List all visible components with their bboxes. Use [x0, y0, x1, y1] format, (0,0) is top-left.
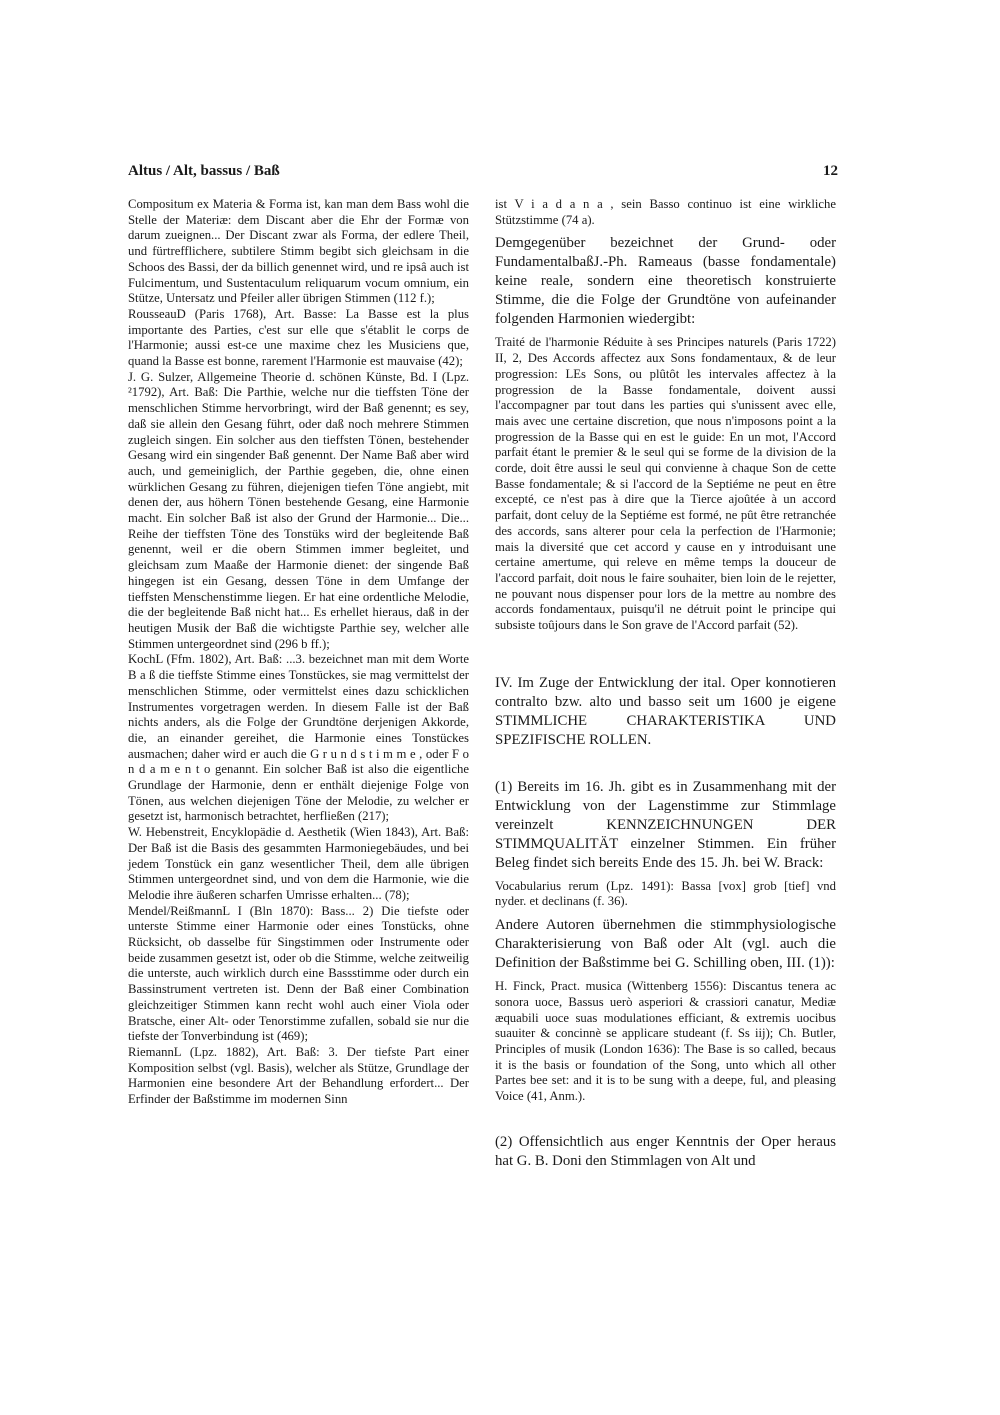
subsection-2: (2) Offensichtlich aus enger Kenntnis der Oper heraus hat G. B. Doni den Stimmlagen von Alt und	[495, 1133, 836, 1169]
hebenstreit-quote: W. Hebenstreit, Encyklopädie d. Aesthetik (Wien 1843), Art. Baß: Der Baß ist die Basis des gesammten Harmoniegebäudes, und bei jedem Tonstück ein ganz wesentlicher Theil, dem alle übrigen Stimmen untergeordnet sind, und von dem die Harmonie, wie die Melodie ihre äußeren scharfen Umrisse erhalten... (78);	[128, 825, 469, 902]
praetorius-quote: Compositum ex Materia & Forma ist, kan man dem Bass wohl die Stelle der Materiæ: dem Discant aber die Ehr der Formæ von darum zueignen... Der Discant zwar als Forma, der edlere Theil, und fürtrefflichere, subtilere Stimm begibt sich gleichsam in die Schoos des Bassi, der da billich genennet wird, und re ipsâ auch ist Fulcimentum, und Sustentaculum reliquarum vocum omnium, ein Stütze, Untersatz und Pfeiler aller übrigen Stimmen (112 f.);	[128, 197, 469, 306]
viadana-continuation: ist V i a d a n a , sein Basso continuo ist eine wirkliche Stützstimme (74 a).	[495, 197, 836, 227]
rameau-intro: Demgegenüber bezeichnet der Grund- oder FundamentalbaßJ.-Ph. Rameaus (basse fondamentale) keine reale, sondern eine theoretisch konstruierte Stimme, die die Folge der Grundtöne von aufeinander folgenden Harmonien wiedergibt:	[495, 235, 836, 328]
rousseau-quote: RousseauD (Paris 1768), Art. Basse: La Basse est la plus importante des Parties, c'est sur elle que s'établit le corps de l'Harmonie; aussi est-ce une maxime chez les Musiciens que, quand la Basse est bonne, rarement l'Harmonie est mauvaise (42);	[128, 306, 469, 369]
andere-autoren-paragraph: Andere Autoren übernehmen die stimmphysiologische Charakterisierung von Baß oder Alt (vgl. auch die Definition der Baßstimme bei G. Schilling oben, III. (1)):	[495, 917, 836, 972]
subsection-1: (1) Bereits im 16. Jh. gibt es in Zusammenhang mit der Entwicklung von der Lagenstimme zur Stimmlage vereinzelt KENNZEICHNUNGEN DER STIMMQUALITÄT einzelner Stimmen. Ein früher Beleg findet sich bereits Ende des 15. Jh. bei W. Brack:	[495, 778, 836, 871]
rameau-quote: Traité de l'harmonie Réduite à ses Principes naturels (Paris 1722) II, 2, Des Accords affectez aux Sons fondamentaux, & de leur progression: LEs Sons, ou plûtôt les intervales affectez à la progression de la Basse fondamentale, doivent aussi l'accompagner par tout dans les parties qui s'unissent avec elle, mais avec une certaine discretion, que nous n'imposons point a la progression de la Basse qui en est le guide: En un mot, l'Accord parfait étant le premier & le seul qui se forme de la division de la corde, doit être aussi le seul qui convienne à chaque Son de cette Basse fondamentale; & si l'accord de la Septiéme ne peut en être excepté, ce n'est pas à dire que la Tierce ajoûtée à un accord parfait, dont celuy de la Septiéme est formé, ne pût être retranchée des accords, sans alterer pour cela la perfection de l'Harmonie; mais la diversité que cet accord y cause en y introduisant une certaine amertume, qui releve en même temps la douceur de l'accord parfait, doit nous le faire souhaiter, bien loin de le rejetter, ne pouvant nous dispenser pour lors de la mettre au nombre des accords fondamentaux, puisqu'il ne détruit point le principe qui subsiste toûjours dans le Son grave de l'Accord parfait (52).	[495, 335, 836, 633]
brack-quote: Vocabularius rerum (Lpz. 1491): Bassa [vox] grob [tief] vnd nyder. et declinans (f. 36).	[495, 878, 836, 909]
right-column	[495, 197, 836, 1171]
running-title: Altus / Alt, bassus / Baß	[128, 163, 280, 179]
left-column	[128, 197, 469, 1108]
mendel-quote: Mendel/ReißmannL I (Bln 1870): Bass... 2) Die tiefste oder unterste Stimme einer Harmonie oder eines Tonstücks, ohne Rücksicht, ob dasselbe für Singstimmen oder Instrumente oder beide zusammen gesetzt ist, oder ob die Stimme, welche zeitweilig die unterste, auch wirklich durch eine Bassstimme oder durch ein Bassinstrument vertreten ist. Denn der Baß einer Combination gleichzeitiger Stimmen kann recht wohl auch einer Viola oder Bratsche, einer Alt- oder Tenorstimme zufallen, sobald sie nur die tiefste der Tonverbindung ist (469);	[128, 903, 469, 1044]
section-iv: IV. Im Zuge der Entwicklung der ital. Oper konnotieren contralto bzw. alto und basso seit um 1600 je eigene STIMMLICHE CHARAKTERISTIKA UND SPEZIFISCHE ROLLEN.	[495, 674, 836, 748]
koch-quote: KochL (Ffm. 1802), Art. Baß: ...3. bezeichnet man mit dem Worte B a ß die tieffste Stimme eines Tonstückes, sie mag vermittelst der menschlichen Stimme, oder vermittelst eines dazu schicklichen Instrumentes vorgetragen werden. In diesem Falle ist der Baß nichts anders, als die Folge der Grundtöne derjenigen Akkorde, die, an einander gereihet, die Harmonie eines Tonstückes ausmachen; daher wird er auch die G r u n d s t i m m e , oder F o n d a m e n t o genannt. Ein solcher Baß ist also die eigentliche Grundlage der Harmonie, denn er enthält diejenige Folge von Tönen, aus welchen diejenigen Töne der Melodie, zu welcher er gesetzt ist, harmonisch betrachtet, herfließen (217);	[128, 652, 469, 824]
page-number: 12	[823, 163, 838, 179]
page-header	[128, 163, 838, 187]
riemann-quote: RiemannL (Lpz. 1882), Art. Baß: 3. Der tiefste Part einer Komposition selbst (vgl. Basis), welcher als Stütze, Grundlage der Harmonien eine besondere Art der Behandlung erfordert... Der Erfinder der Baßstimme im modernen Sinn	[128, 1044, 469, 1107]
finck-butler-quote: H. Finck, Pract. musica (Wittenberg 1556): Discantus tenera ac sonora uoce, Bassus uerò asperiori & crassiori canatur, Mediæ æquabili uoce suas modulationes efficiant, & extremis uocibus suauiter & concinnè se applicare studeant (f. Ss iij); Ch. Butler, Principles of musik (London 1636): The Base is so called, becaus it is the basis or foundation of the Song, unto which all other Partes bee set: and it is to be sung with a deepe, ful, and pleasing Voice (41, Anm.).	[495, 979, 836, 1104]
sulzer-quote: J. G. Sulzer, Allgemeine Theorie d. schönen Künste, Bd. I (Lpz. ²1792), Art. Baß: Die Parthie, welche nur die tieffsten Töne der menschlichen Stimme hervorbringt, wird der Baß genennt; es sey, daß sie allein den Gesang führt, oder daß noch mehrere Stimmen zugleich singen. Ein solcher aus den tieffsten Tönen, bestehender Gesang wird ein singender Baß genennt. Der Name Baß aber wird auch, und gemeiniglich, der Parthie gegeben, die, ohne einen würklichen Gesang zu führen, diejenigen tiefen Töne angiebt, mit denen der, aus höhern Tönen bestehende Gesang, eine Harmonie macht. Ein solcher Baß ist also der Grund der Harmonie... Die... Reihe der tieffsten Töne des Tonstüks wird der begleitende Baß genennt, weil er die obern Stimmen immer begleitet, und gleichsam zum Maaße der Harmonie dienet: der singende Baß hingegen ist ein Gesang, dessen Töne in dem Umfange der tieffsten Menschenstimme liegen. Er hat eine ordentliche Melodie, die der begleitende Baß nicht hat... Es erhellet hieraus, daß in der heutigen Musik der Baß die wichtigste Parthie sey, welcher alle Stimmen untergeordnet sind (296 b ff.);	[128, 369, 469, 651]
